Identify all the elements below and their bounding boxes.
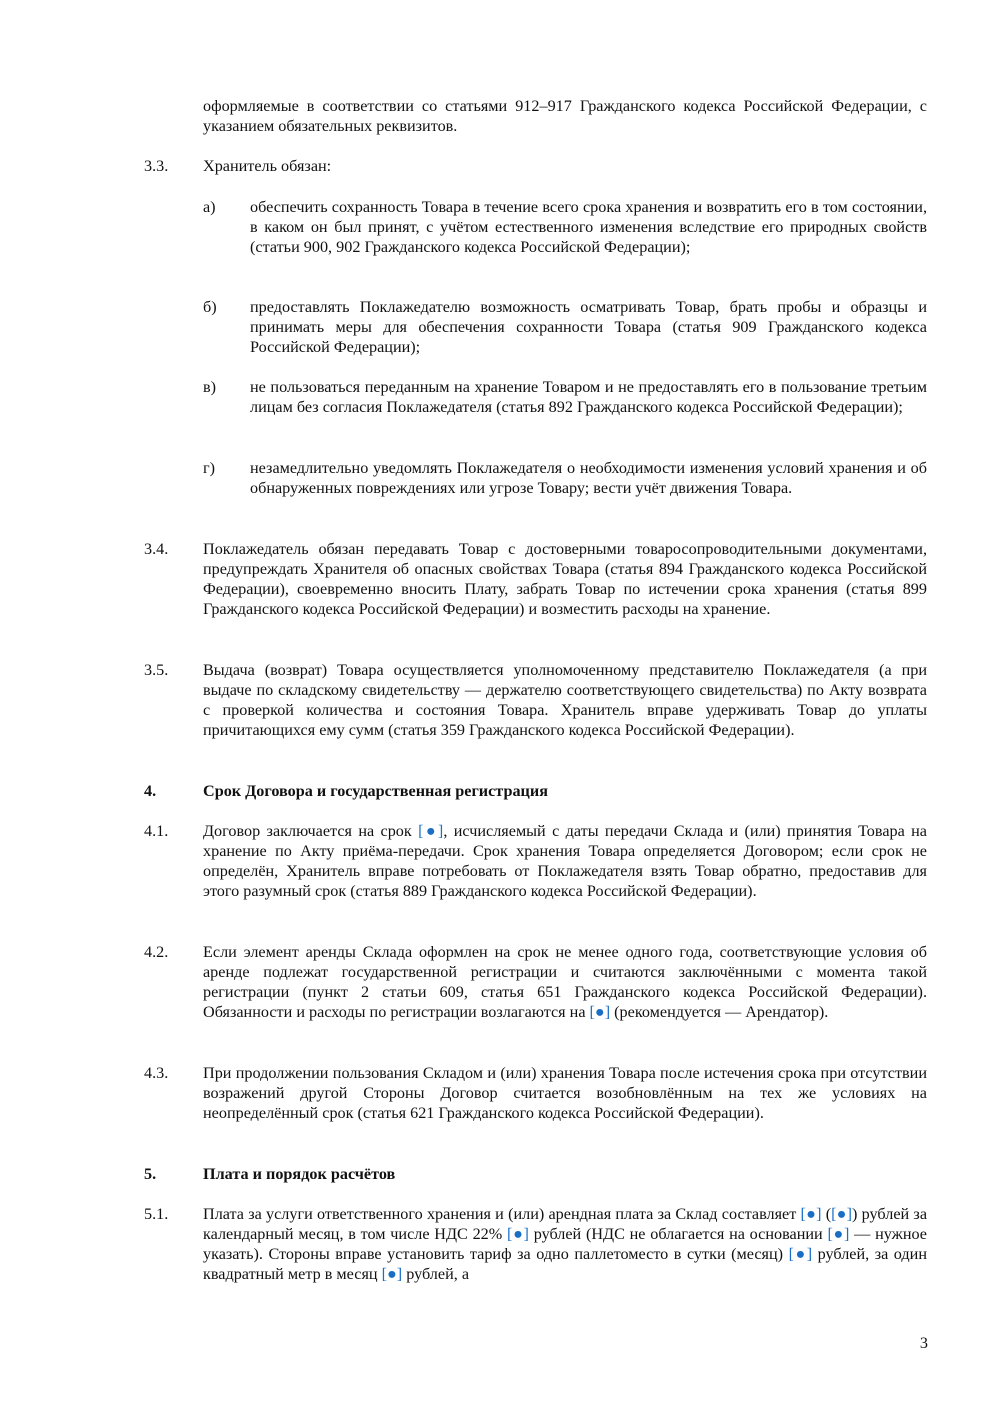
list-item [203, 197, 927, 257]
list-item-text: предоставлять Поклажедателю возможность осматривать Товар, брать пробы и образцы и принимать меры для обеспечения сохранности Товара (статья 909 Гражданского кодекса Российской Федерации); [250, 298, 927, 356]
clause-number: 3.5. [144, 661, 169, 679]
text-segment: Если элемент аренды Склада оформлен на срок не менее одного года, соответствующие условия об аренде подлежат государственной регистрации и считаются заключёнными с момента такой регистрации (пункт 2 статьи 609, статья 651 Гражданского кодекса Российской Федерации). Обязанности и расходы по регистрации возлагаются на [203, 943, 927, 1021]
placeholder-field: [●] [418, 822, 444, 840]
text-segment: рублей, за один квадратный метр в месяц [203, 1245, 927, 1283]
text-segment: , исчисляемый с даты передачи Склада и (или) принятия Товара на хранение по Акту приёма-передачи. Срок хранения Товара определяется Договором; если срок не определён, Хранитель вправе потребовать от Поклажедателя взять Товар обратно, предоставив для этого разумный срок (статья 889 Гражданского кодекса Российской Федерации). [203, 822, 927, 900]
list-item-label: г) [203, 459, 216, 477]
clause-text: При продолжении пользования Складом и (или) хранения Товара после истечения срока при отсутствии возражений другой Стороны Договор считается возобновлённым на тех же условиях на неопределённый срок (статья 621 Гражданского кодекса Российской Федерации). [203, 1064, 927, 1122]
list-item-text: незамедлительно уведомлять Поклажедателя о необходимости изменения условий хранения и об обнаруженных повреждениях или угрозе Товару; вести учёт движения Товара. [250, 459, 927, 497]
clause-5-1 [144, 1204, 927, 1284]
clause-3-5 [144, 660, 927, 740]
section-heading-5 [144, 1164, 927, 1184]
placeholder-field: [●] [800, 1205, 822, 1223]
text-segment: Договор заключается на срок [203, 822, 419, 840]
placeholder-field: [●] [788, 1245, 813, 1263]
text-segment: ) рублей за календарный месяц, в том числе НДС 22% [203, 1205, 927, 1243]
text-segment: ( [821, 1205, 832, 1223]
placeholder-field: [●] [589, 1003, 611, 1021]
section-title: Плата и порядок расчётов [203, 1165, 396, 1183]
clause-text: Выдача (возврат) Товара осуществляется уполномоченному представителю Поклажедателя (а при выдаче по складскому свидетельству — держателю соответствующего свидетельства) по Акту возврата с проверкой количества и состояния Товара. Хранитель вправе удерживать Товар до уплаты причитающихся ему сумм (статья 359 Гражданского кодекса Российской Федерации). [203, 661, 927, 739]
list-item [203, 458, 927, 498]
placeholder-field: [●] [827, 1225, 850, 1243]
list-item-label: б) [203, 298, 217, 316]
clause-number: 3.4. [144, 540, 169, 558]
clause-number: 3.3. [144, 157, 169, 175]
text-segment: рублей (НДС не облагается на основании [528, 1225, 828, 1243]
list-item [203, 377, 927, 417]
list-item-label: в) [203, 378, 217, 396]
section-heading-4 [144, 781, 927, 801]
section-number: 4. [144, 782, 157, 800]
placeholder-field: [●] [831, 1205, 853, 1223]
text-segment: рублей, а [402, 1265, 470, 1283]
clause-3-4 [144, 539, 927, 619]
page-number: 3 [919, 1334, 928, 1352]
placeholder-field: [●] [381, 1265, 403, 1283]
section-title: Срок Договора и государственная регистрация [203, 782, 548, 800]
text-segment: Плата за услуги ответственного хранения и (или) арендная плата за Склад составляет [203, 1205, 801, 1223]
list-item-label: а) [203, 198, 216, 216]
clause-4-2 [144, 942, 927, 1022]
list-item-text: не пользоваться переданным на хранение Товаром и не предоставлять его в пользование третьим лицам без согласия Поклажедателя (статья 892 Гражданского кодекса Российской Федерации); [250, 378, 927, 416]
continuation-paragraph: оформляемые в соответствии со статьями 912–917 Гражданского кодекса Российской Федерации, с указанием обязательных реквизитов. [203, 97, 927, 135]
clause-number: 4.1. [144, 822, 169, 840]
section-number: 5. [144, 1165, 157, 1183]
clause-text [203, 942, 927, 1022]
clause-number: 4.3. [144, 1064, 169, 1082]
list-item [203, 297, 927, 357]
clause-number: 4.2. [144, 943, 169, 961]
clause-4-3 [144, 1063, 927, 1123]
clause-text [203, 821, 927, 901]
clause-text: Хранитель обязан: [203, 157, 332, 175]
clause-text: Поклажедатель обязан передавать Товар с достоверными товаросопроводительными документами, предупреждать Хранителя об опасных свойствах Товара (статья 894 Гражданского кодекса Российской Федерации), своевременно вносить Плату, забрать Товар по истечении срока хранения (статья 899 Гражданского кодекса Российской Федерации) и возместить расходы на хранение. [203, 540, 927, 618]
clause-3-3 [144, 156, 927, 176]
clause-4-1 [144, 821, 927, 901]
placeholder-field: [●] [506, 1225, 529, 1243]
clause-number: 5.1. [144, 1205, 169, 1223]
list-item-text: обеспечить сохранность Товара в течение всего срока хранения и возвратить его в том состоянии, в каком он был принят, с учётом естественного изменения вследствие его природных свойств (статьи 900, 902 Гражданского кодекса Российской Федерации); [250, 198, 927, 256]
clause-text [203, 1204, 927, 1284]
text-segment: (рекомендуется — Арендатор). [610, 1003, 829, 1021]
text-segment: — нужное указать). Стороны вправе установить тариф за одно паллетоместо в сутки (месяц) [203, 1225, 927, 1263]
